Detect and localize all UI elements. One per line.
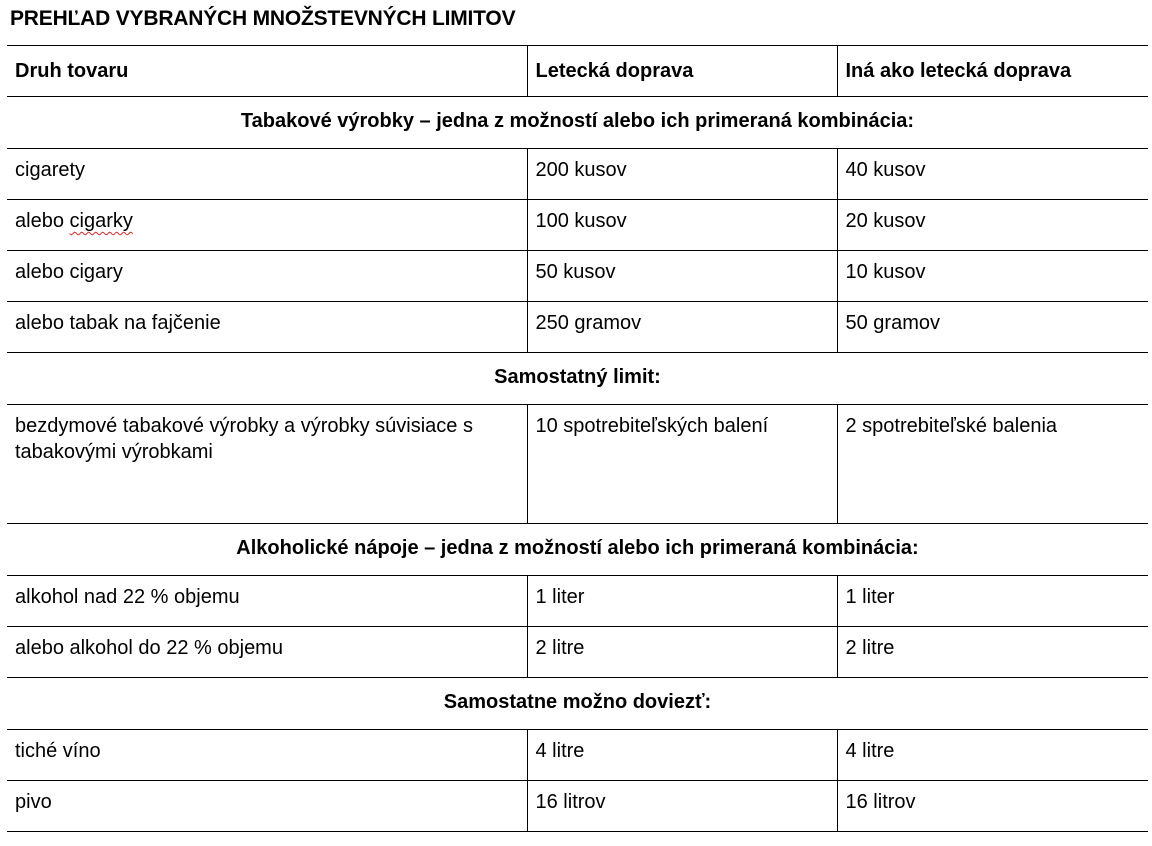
column-header-air-transport: Letecká doprava (527, 46, 837, 97)
air-limit-cell: 250 gramov (527, 302, 837, 353)
section-heading-row (7, 97, 1148, 149)
goods-type-cell: alebo alkohol do 22 % objemu (7, 627, 527, 678)
document-title: PREHĽAD VYBRANÝCH MNOŽSTEVNÝCH LIMITOV (10, 7, 516, 30)
other-limit-cell: 20 kusov (837, 200, 1148, 251)
table-row (7, 149, 1148, 200)
column-header-goods-type: Druh tovaru (7, 46, 527, 97)
other-limit-cell: 16 litrov (837, 781, 1148, 832)
section-heading-alcohol: Alkoholické nápoje – jedna z možností alebo ich primeraná kombinácia: (7, 524, 1148, 576)
goods-type-cell: tiché víno (7, 730, 527, 781)
table-row (7, 730, 1148, 781)
goods-type-cell: pivo (7, 781, 527, 832)
air-limit-cell: 100 kusov (527, 200, 837, 251)
section-heading-separate-limit: Samostatný limit: (7, 353, 1148, 405)
column-header-other-transport: Iná ako letecká doprava (837, 46, 1148, 97)
table-row (7, 781, 1148, 832)
table-row (7, 405, 1148, 524)
table-row (7, 302, 1148, 353)
air-limit-cell: 50 kusov (527, 251, 837, 302)
goods-type-cell: alebo tabak na fajčenie (7, 302, 527, 353)
table-row (7, 576, 1148, 627)
table-row (7, 627, 1148, 678)
other-limit-cell: 2 litre (837, 627, 1148, 678)
other-limit-cell: 10 kusov (837, 251, 1148, 302)
goods-type-cell: bezdymové tabakové výrobky a výrobky súvisiace s tabakovými výrobkami (7, 405, 527, 524)
air-limit-cell: 10 spotrebiteľských balení (527, 405, 837, 524)
other-limit-cell: 2 spotrebiteľské balenia (837, 405, 1148, 524)
section-heading-row (7, 678, 1148, 730)
goods-type-cell: alkohol nad 22 % objemu (7, 576, 527, 627)
other-limit-cell: 40 kusov (837, 149, 1148, 200)
air-limit-cell: 2 litre (527, 627, 837, 678)
limits-table (7, 45, 1148, 832)
spellcheck-flagged-word: cigarky (69, 210, 133, 232)
goods-type-prefix: alebo (15, 210, 70, 232)
other-limit-cell: 4 litre (837, 730, 1148, 781)
air-limit-cell: 1 liter (527, 576, 837, 627)
table-row (7, 251, 1148, 302)
other-limit-cell: 50 gramov (837, 302, 1148, 353)
goods-type-cell: alebo cigary (7, 251, 527, 302)
table-header-row (7, 46, 1148, 97)
section-heading-tobacco: Tabakové výrobky – jedna z možností alebo ich primeraná kombinácia: (7, 97, 1148, 149)
section-heading-separately-importable: Samostatne možno doviezť: (7, 678, 1148, 730)
air-limit-cell: 4 litre (527, 730, 837, 781)
other-limit-cell: 1 liter (837, 576, 1148, 627)
goods-type-cell: cigarety (7, 149, 527, 200)
goods-type-cell (7, 200, 527, 251)
section-heading-row (7, 353, 1148, 405)
air-limit-cell: 16 litrov (527, 781, 837, 832)
table-row (7, 200, 1148, 251)
air-limit-cell: 200 kusov (527, 149, 837, 200)
section-heading-row (7, 524, 1148, 576)
